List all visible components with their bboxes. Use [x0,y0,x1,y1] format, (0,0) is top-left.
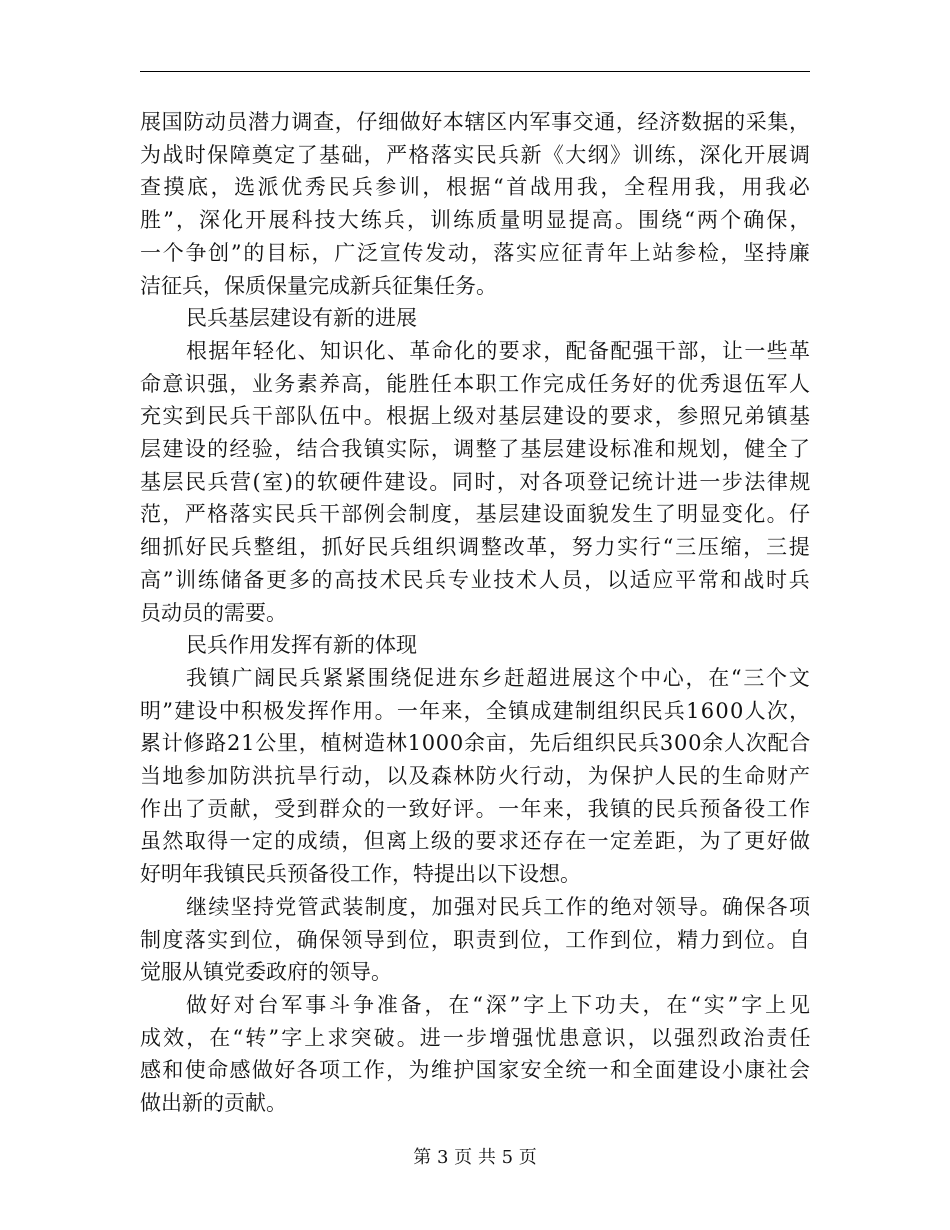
text-line: 作出了贡献，受到群众的一致好评。一年来，我镇的民兵预备役工作 [140,796,812,821]
text-line: 感和使命感做好各项工作，为维护国家安全统一和全面建设小康社会 [140,1058,812,1083]
text-line: 层建设的经验，结合我镇实际，调整了基层建设标准和规划，健全了 [140,437,812,461]
text-line: 充实到民兵干部队伍中。根据上级对基层建设的要求，参照兄弟镇基 [140,404,812,429]
text-line: 洁征兵，保质保量完成新兵征集任务。 [140,273,497,298]
text-line: 范，严格落实民兵干部例会制度，基层建设面貌发生了明显变化。仔 [140,502,812,527]
text-line: 做出新的贡献。 [140,1091,287,1115]
text-line: 基层民兵营(室)的软硬件建设。同时，对各项登记统计进一步法律规 [140,469,812,494]
section-heading: 民兵基层建设有新的进展 [186,306,417,331]
text-line: 做好对台军事斗争准备，在“深”字上下功夫，在“实”字上见 [186,992,813,1017]
text-line: 继续坚持党管武装制度，加强对民兵工作的绝对领导。确保各项 [186,894,812,919]
text-line: 明”建设中积极发挥作用。一年来，全镇成建制组织民兵1600人次， [140,698,812,723]
section-heading: 民兵作用发挥有新的体现 [186,633,417,658]
text-line: 细抓好民兵整组，抓好民兵组织调整改革，努力实行“三压缩，三提 [140,535,812,560]
text-line: 为战时保障奠定了基础，严格落实民兵新《大纲》训练，深化开展调 [140,142,812,167]
text-line: 觉服从镇党委政府的领导。 [140,960,392,985]
text-line: 员动员的需要。 [140,600,287,625]
page-number: 第 3 页 共 5 页 [413,1147,537,1168]
text-line: 好明年我镇民兵预备役工作，特提出以下设想。 [140,862,581,887]
text-line: 展国防动员潜力调查，仔细做好本辖区内军事交通，经济数据的采集， [140,110,811,134]
text-line: 成效，在“转”字上求突破。进一步增强忧患意识，以强烈政治责任 [140,1025,813,1050]
text-line: 命意识强，业务素养高，能胜任本职工作完成任务好的优秀退伍军人 [140,371,812,396]
text-line: 虽然取得一定的成绩，但离上级的要求还存在一定差距，为了更好做 [140,829,812,854]
text-line: 高”训练储备更多的高技术民兵专业技术人员，以适应平常和战时兵 [140,567,812,592]
text-line: 根据年轻化、知识化、革命化的要求，配备配强干部，让一些革 [186,338,812,363]
text-line: 制度落实到位，确保领导到位，职责到位，工作到位，精力到位。自 [140,927,812,952]
text-line: 查摸底，选派优秀民兵参训，根据“首战用我，全程用我，用我必 [140,175,813,200]
text-line: 一个争创”的目标，广泛宣传发动，落实应征青年上站参检，坚持廉 [140,240,812,265]
text-line: 我镇广阔民兵紧紧围绕促进东乡赶超进展这个中心，在“三个文 [186,665,812,690]
text-line: 胜”，深化开展科技大练兵，训练质量明显提高。围绕“两个确保， [140,208,813,233]
text-line: 累计修路21公里，植树造林1000余亩，先后组织民兵300余人次配合 [140,731,812,756]
header-rule [140,71,810,72]
text-line: 当地参加防洪抗旱行动，以及森林防火行动，为保护人民的生命财产 [140,764,812,788]
